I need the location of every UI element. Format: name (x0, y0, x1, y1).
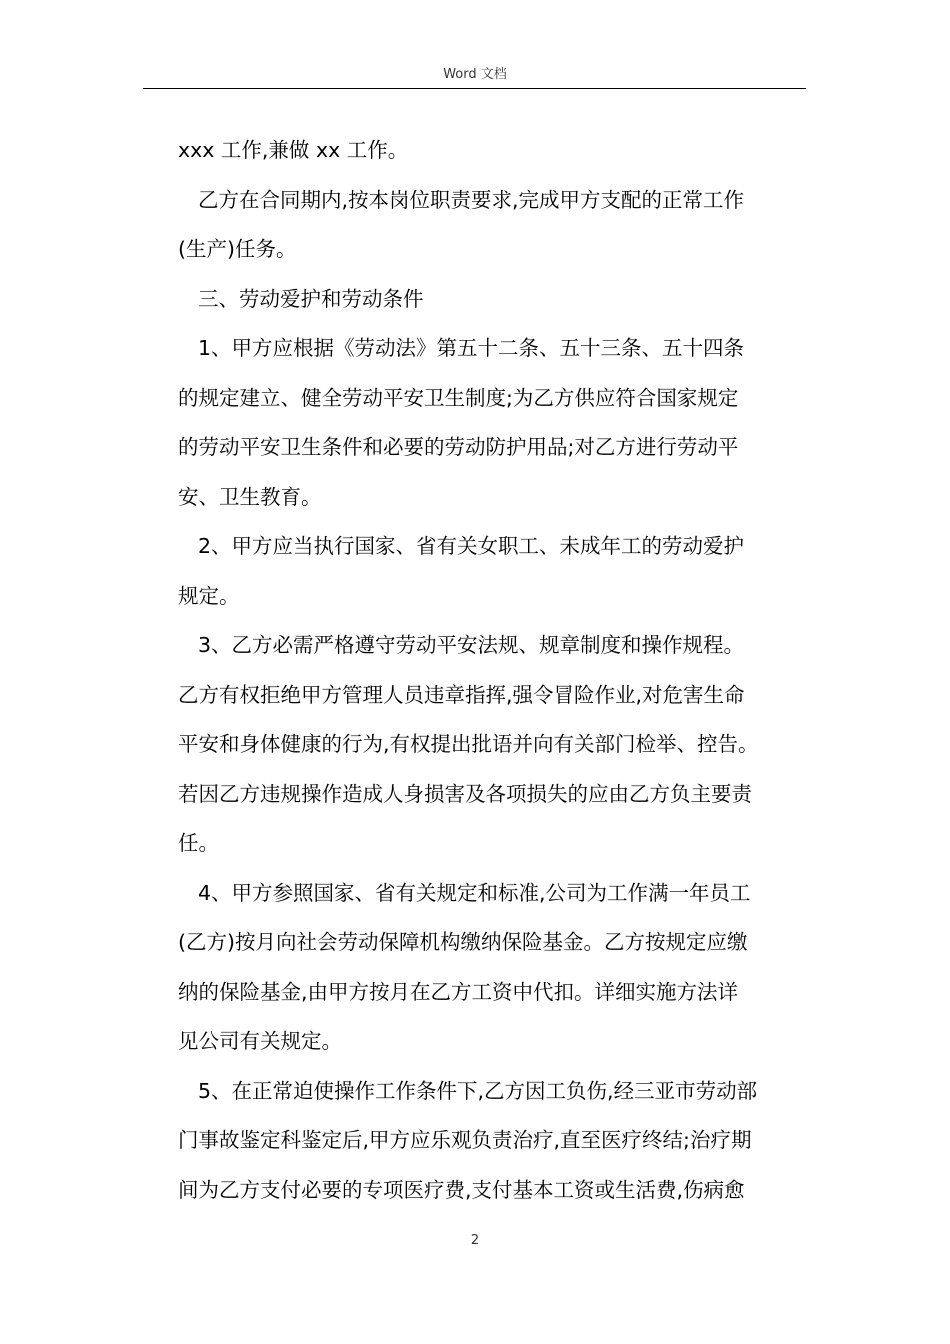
text-line: 见公司有关规定。 (178, 1029, 342, 1053)
text-line: 5、在正常迫使操作工作条件下,乙方因工负伤,经三亚市劳动部 (198, 1078, 758, 1103)
text-line: 任。 (178, 831, 219, 855)
text-line: 规定。 (178, 583, 240, 608)
text-line: 的劳动平安卫生条件和必要的劳动防护用品;对乙方进行劳动平 (178, 435, 739, 459)
text-line: 1、甲方应根据《劳动法》第五十二条、五十三条、五十四条 (198, 336, 745, 360)
text-line: (乙方)按月向社会劳动保障机构缴纳保险基金。乙方按规定应缴 (178, 930, 748, 954)
text-line: 若因乙方违规操作造成人身损害及各项损失的应由乙方负主要责 (178, 781, 752, 806)
text-line: 的规定建立、健全劳动平安卫生制度;为乙方供应符合国家规定 (178, 385, 739, 410)
page-number: 2 (470, 1233, 480, 1248)
text-line: 门事故鉴定科鉴定后,甲方应乐观负责治疗,直至医疗终结;治疗期 (178, 1128, 752, 1152)
text-line: 平安和身体健康的行为,有权提出批语并向有关部门检举、控告。 (178, 732, 759, 756)
text-line: xxx 工作,兼做 xx 工作。 (178, 138, 409, 162)
section-heading: 三、劳动爱护和劳动条件 (198, 286, 424, 311)
text-line: 乙方有权拒绝甲方管理人员违章指挥,强令冒险作业,对危害生命 (178, 682, 745, 707)
text-line: 间为乙方支付必要的专项医疗费,支付基本工资或生活费,伤病愈 (178, 1177, 745, 1202)
header-divider (143, 88, 806, 89)
text-line: 安、卫生教育。 (178, 484, 322, 509)
text-line: 2、甲方应当执行国家、省有关女职工、未成年工的劳动爱护 (198, 534, 745, 558)
text-line: 4、甲方参照国家、省有关规定和标准,公司为工作满一年员工 (198, 880, 751, 905)
page-header: Word 文档 (443, 67, 507, 82)
text-line: 3、乙方必需严格遵守劳动平安法规、规章制度和操作规程。 (198, 633, 745, 657)
text-line: 纳的保险基金,由甲方按月在乙方工资中代扣。详细实施方法详 (178, 979, 739, 1004)
document-body (178, 126, 803, 1215)
text-line: 乙方在合同期内,按本岗位职责要求,完成甲方支配的正常工作 (198, 187, 745, 212)
text-line: (生产)任务。 (178, 237, 297, 261)
